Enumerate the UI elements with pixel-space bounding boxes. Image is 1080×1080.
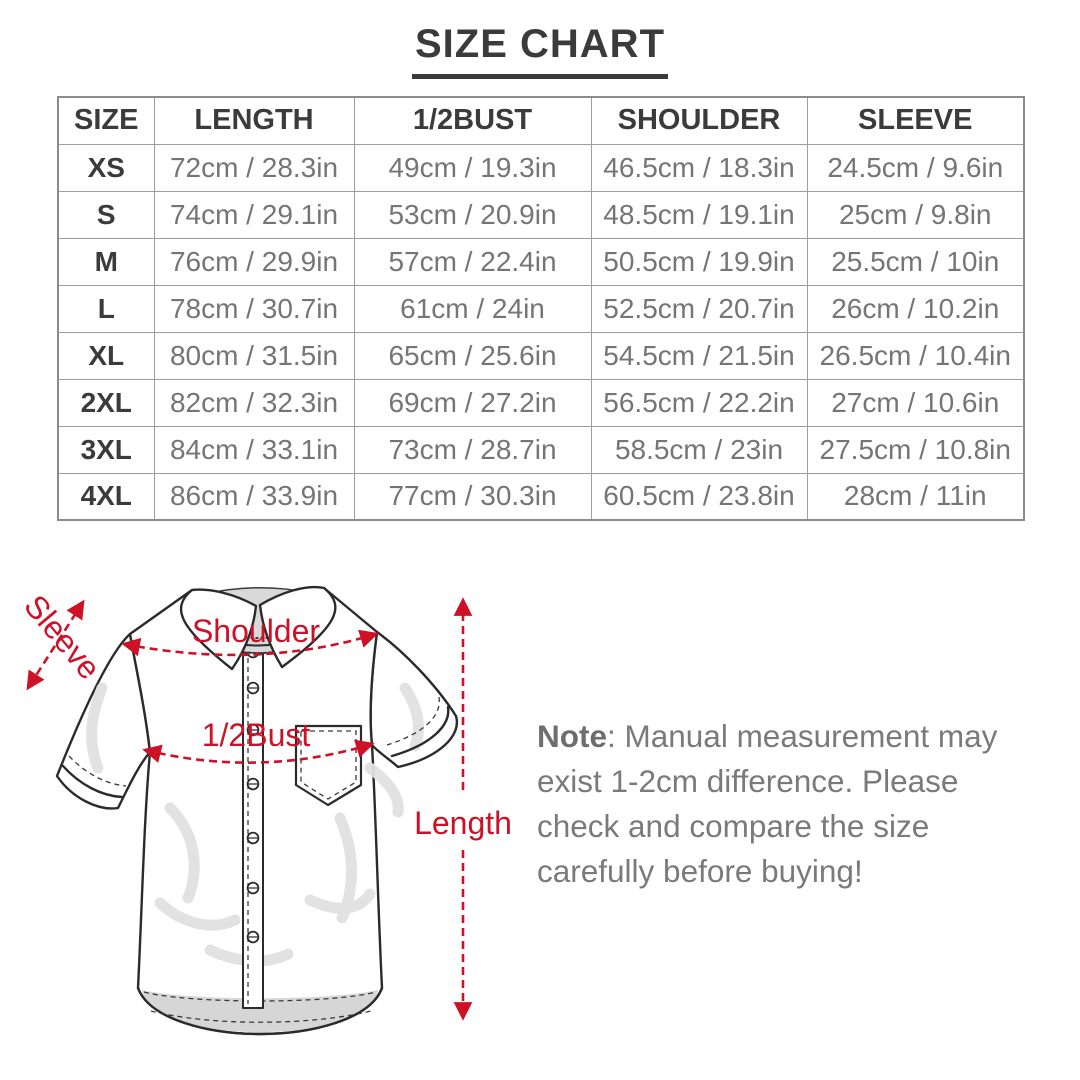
value-cell: 26cm / 10.2in (807, 285, 1024, 332)
size-table-body (58, 144, 1024, 520)
size-cell: 2XL (58, 379, 154, 426)
note-text (537, 714, 1019, 894)
column-header: SHOULDER (591, 97, 807, 144)
table-row (58, 426, 1024, 473)
size-cell: XL (58, 332, 154, 379)
value-cell: 77cm / 30.3in (354, 473, 591, 520)
bust-label: 1/2Bust (201, 717, 311, 753)
value-cell: 72cm / 28.3in (154, 144, 354, 191)
size-cell: L (58, 285, 154, 332)
column-header: 1/2BUST (354, 97, 591, 144)
value-cell: 74cm / 29.1in (154, 191, 354, 238)
size-table (57, 96, 1025, 521)
table-row (58, 285, 1024, 332)
value-cell: 76cm / 29.9in (154, 238, 354, 285)
table-row (58, 238, 1024, 285)
shirt-measurement-diagram (10, 568, 515, 1046)
table-row (58, 191, 1024, 238)
size-cell: M (58, 238, 154, 285)
value-cell: 58.5cm / 23in (591, 426, 807, 473)
column-header: LENGTH (154, 97, 354, 144)
value-cell: 56.5cm / 22.2in (591, 379, 807, 426)
value-cell: 27cm / 10.6in (807, 379, 1024, 426)
value-cell: 46.5cm / 18.3in (591, 144, 807, 191)
value-cell: 80cm / 31.5in (154, 332, 354, 379)
value-cell: 49cm / 19.3in (354, 144, 591, 191)
value-cell: 54.5cm / 21.5in (591, 332, 807, 379)
value-cell: 82cm / 32.3in (154, 379, 354, 426)
value-cell: 50.5cm / 19.9in (591, 238, 807, 285)
size-table-head-row (58, 97, 1024, 144)
value-cell: 57cm / 22.4in (354, 238, 591, 285)
sleeve-label: Sleeve (17, 587, 108, 686)
value-cell: 27.5cm / 10.8in (807, 426, 1024, 473)
shoulder-label: Shoulder (191, 613, 321, 649)
value-cell: 60.5cm / 23.8in (591, 473, 807, 520)
value-cell: 24.5cm / 9.6in (807, 144, 1024, 191)
page-title-wrap (0, 22, 1080, 79)
value-cell: 25cm / 9.8in (807, 191, 1024, 238)
value-cell: 48.5cm / 19.1in (591, 191, 807, 238)
note-body: : Manual measurement may exist 1-2cm difference. Please check and compare the size carefully before buying! (537, 718, 998, 889)
page-title: SIZE CHART (412, 22, 668, 79)
table-row (58, 473, 1024, 520)
size-cell: XS (58, 144, 154, 191)
value-cell: 61cm / 24in (354, 285, 591, 332)
value-cell: 25.5cm / 10in (807, 238, 1024, 285)
table-row (58, 379, 1024, 426)
value-cell: 69cm / 27.2in (354, 379, 591, 426)
value-cell: 26.5cm / 10.4in (807, 332, 1024, 379)
value-cell: 28cm / 11in (807, 473, 1024, 520)
length-label: Length (414, 805, 512, 841)
size-cell: S (58, 191, 154, 238)
value-cell: 78cm / 30.7in (154, 285, 354, 332)
column-header: SIZE (58, 97, 154, 144)
size-cell: 3XL (58, 426, 154, 473)
value-cell: 52.5cm / 20.7in (591, 285, 807, 332)
value-cell: 65cm / 25.6in (354, 332, 591, 379)
value-cell: 84cm / 33.1in (154, 426, 354, 473)
note-label: Note (537, 718, 607, 754)
value-cell: 73cm / 28.7in (354, 426, 591, 473)
size-cell: 4XL (58, 473, 154, 520)
table-row (58, 332, 1024, 379)
column-header: SLEEVE (807, 97, 1024, 144)
value-cell: 86cm / 33.9in (154, 473, 354, 520)
table-row (58, 144, 1024, 191)
value-cell: 53cm / 20.9in (354, 191, 591, 238)
